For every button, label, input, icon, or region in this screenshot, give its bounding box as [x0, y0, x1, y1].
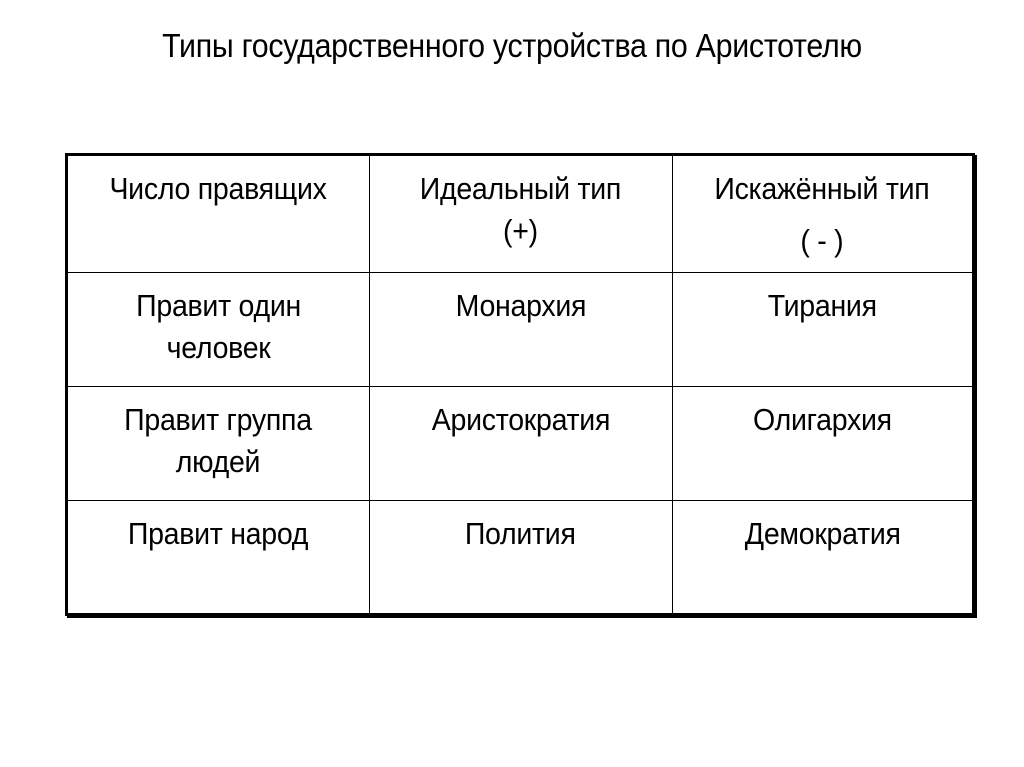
cell-ideal-label: Полития	[465, 515, 576, 551]
header-distorted-type	[672, 156, 972, 272]
cell-ideal	[369, 272, 672, 386]
header-ideal-type-sign: (+)	[503, 213, 538, 248]
table-row	[68, 386, 972, 500]
header-ideal-type-text	[420, 168, 621, 252]
cell-ideal	[369, 500, 672, 613]
header-distorted-type-label: Искажённый тип	[714, 171, 930, 206]
header-ideal-type-label: Идеальный тип	[419, 171, 622, 206]
cell-ideal-label: Аристократия	[431, 401, 610, 437]
page-title: Типы государственного устройства по Аристотелю	[162, 27, 862, 64]
cell-rulers-line1: Правит народ	[128, 515, 309, 551]
aristotle-government-table	[65, 153, 975, 616]
cell-distorted-label: Демократия	[744, 515, 901, 551]
cell-distorted	[672, 500, 972, 613]
header-rulers-count	[68, 156, 369, 272]
cell-distorted	[672, 386, 972, 500]
cell-ideal-label: Монархия	[455, 287, 586, 323]
cell-rulers-line1: Правит один	[135, 287, 301, 323]
cell-rulers-line2: человек	[166, 329, 271, 365]
table-row	[68, 500, 972, 613]
header-distorted-type-sign: ( - )	[800, 223, 844, 258]
table-row	[68, 272, 972, 386]
cell-rulers	[68, 272, 369, 386]
cell-rulers-line1: Правит группа	[124, 401, 313, 437]
header-rulers-count-label: Число правящих	[109, 171, 327, 206]
cell-rulers-text	[124, 399, 312, 483]
cell-rulers	[68, 500, 369, 613]
header-distorted-type-text	[715, 168, 930, 262]
cell-distorted	[672, 272, 972, 386]
cell-rulers	[68, 386, 369, 500]
cell-rulers-line2: людей	[176, 443, 261, 479]
table-header-row	[68, 156, 972, 272]
government-types-table	[68, 156, 972, 613]
header-ideal-type	[369, 156, 672, 272]
cell-distorted-label: Тирания	[767, 287, 877, 323]
cell-rulers-text	[136, 285, 301, 369]
cell-distorted-label: Олигархия	[752, 401, 892, 437]
cell-ideal	[369, 386, 672, 500]
